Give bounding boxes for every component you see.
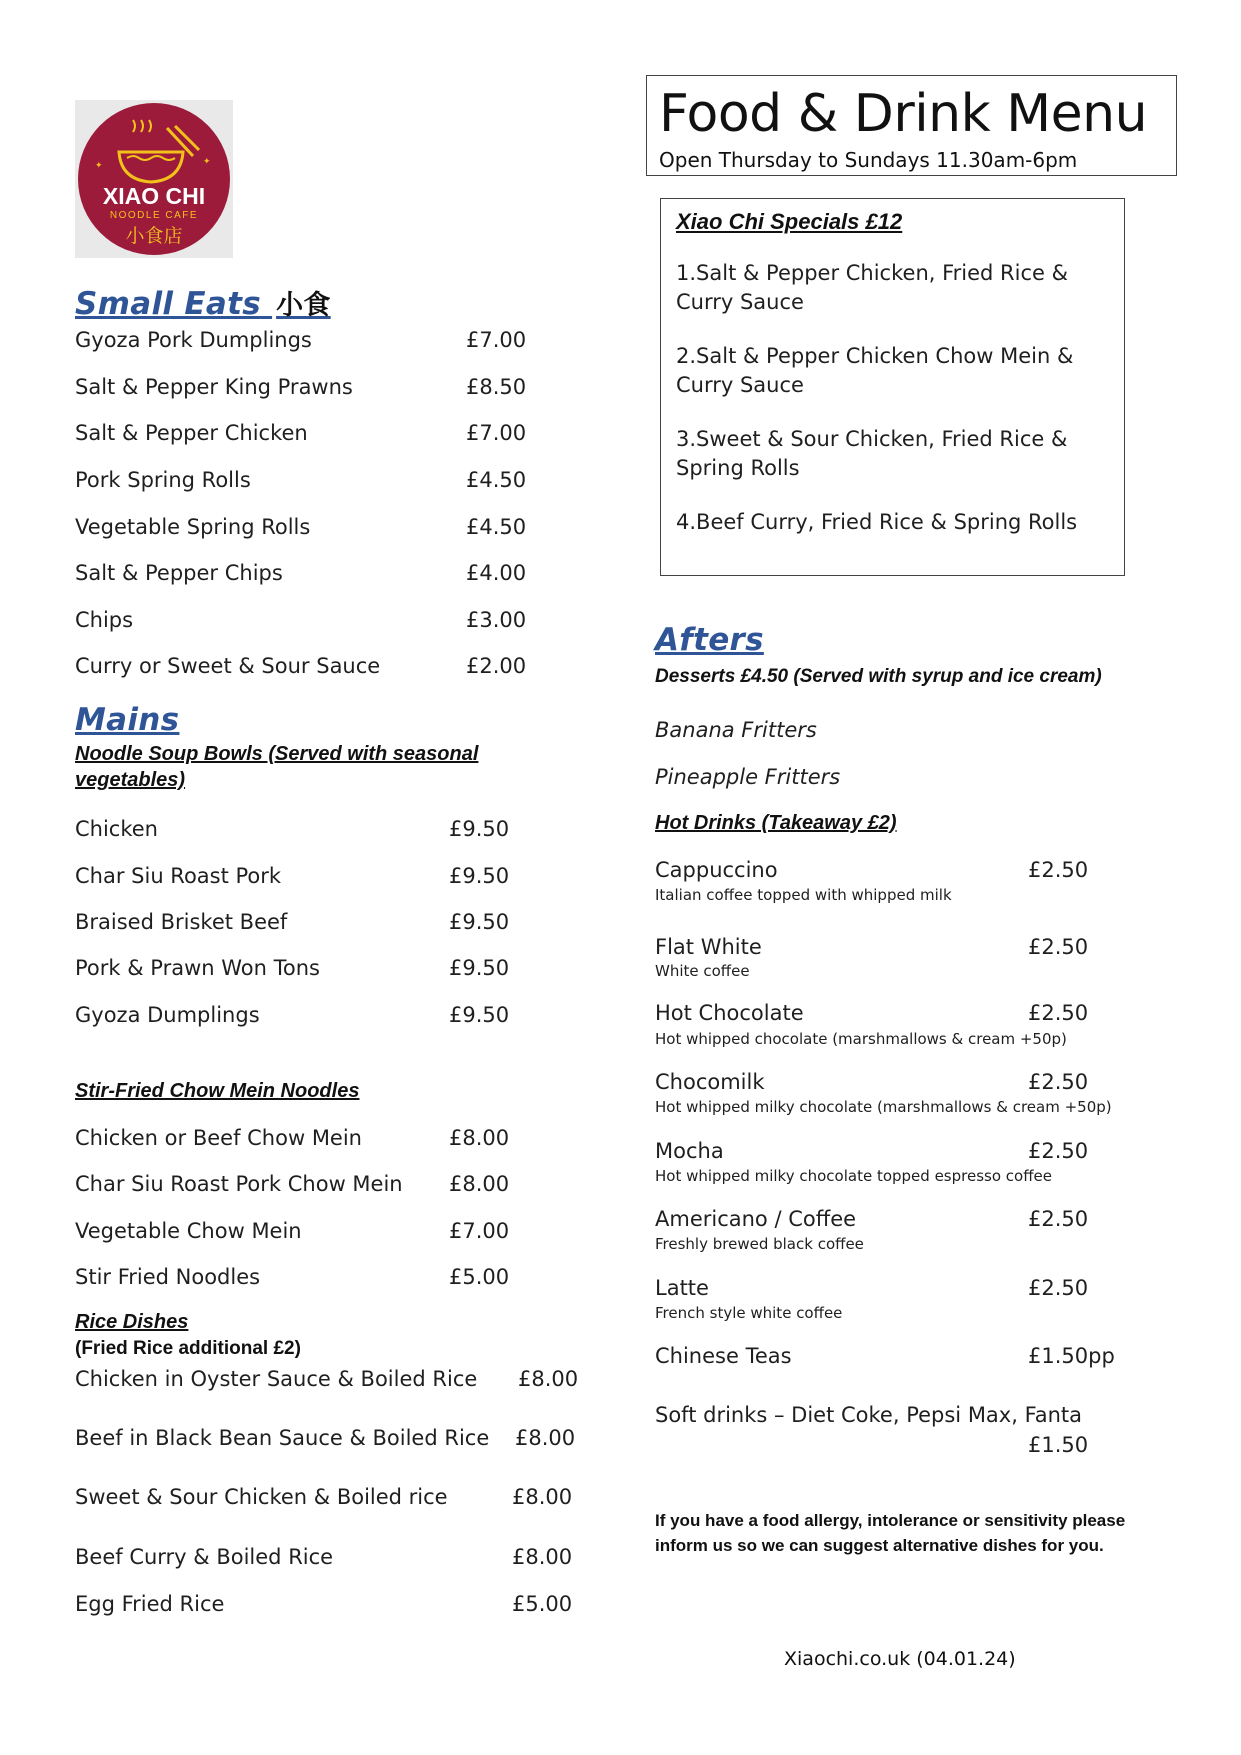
- menu-price: £9.50: [449, 817, 510, 841]
- chow-mein-heading: Stir-Fried Chow Mein Noodles: [75, 1080, 360, 1102]
- sparkle-icon: ✦: [95, 161, 103, 171]
- menu-price: £8.00: [512, 1485, 573, 1509]
- drink-name: Chinese Teas: [655, 1344, 792, 1368]
- menu-price: £3.00: [466, 608, 527, 632]
- logo-tagline: NOODLE CAFE: [109, 210, 199, 221]
- menu-price: £8.00: [512, 1545, 573, 1569]
- menu-item: Salt & Pepper Chicken: [75, 421, 308, 445]
- fried-rice-note: (Fried Rice additional £2): [75, 1338, 301, 1359]
- menu-item: Pork & Prawn Won Tons: [75, 956, 320, 980]
- logo: [75, 100, 233, 258]
- menu-price: £8.00: [449, 1126, 510, 1150]
- menu-item: Sweet & Sour Chicken & Boiled rice: [75, 1485, 448, 1509]
- menu-item: Beef Curry & Boiled Rice: [75, 1545, 334, 1569]
- soft-drinks-name: Soft drinks – Diet Coke, Pepsi Max, Fanta: [655, 1403, 1083, 1427]
- drink-desc: French style white coffee: [655, 1304, 843, 1322]
- menu-price: £9.50: [449, 1003, 510, 1027]
- drink-name: Cappuccino: [655, 858, 778, 882]
- drink-name: Chocomilk: [655, 1070, 765, 1094]
- footer-website: Xiaochi.co.uk (04.01.24): [784, 1648, 1016, 1670]
- small-eats-title-text: Small Eats: [75, 286, 261, 322]
- hot-drinks-heading: Hot Drinks (Takeaway £2): [655, 812, 897, 834]
- specials-box: [660, 198, 1125, 576]
- specials-title: Xiao Chi Specials £12: [676, 209, 903, 234]
- special-item: 3.Sweet & Sour Chicken, Fried Rice & Spring Rolls: [676, 427, 1068, 480]
- menu-item: Curry or Sweet & Sour Sauce: [75, 654, 381, 678]
- dessert-item: Banana Fritters: [655, 718, 817, 742]
- menu-item: Beef in Black Bean Sauce & Boiled Rice: [75, 1426, 490, 1450]
- menu-item: Chicken: [75, 817, 158, 841]
- menu-item: Braised Brisket Beef: [75, 910, 288, 934]
- menu-item: Egg Fried Rice: [75, 1592, 225, 1616]
- logo-chinese: 小食店: [125, 225, 183, 247]
- menu-item: Pork Spring Rolls: [75, 468, 251, 492]
- special-item: 1.Salt & Pepper Chicken, Fried Rice & Curry Sauce: [676, 261, 1068, 314]
- menu-price: £8.50: [466, 375, 527, 399]
- menu-item: Stir Fried Noodles: [75, 1265, 261, 1289]
- menu-price: £4.50: [466, 468, 527, 492]
- drink-price: £2.50: [1028, 1207, 1089, 1231]
- menu-price: £8.00: [449, 1172, 510, 1196]
- desserts-line: Desserts £4.50 (Served with syrup and ice cream): [655, 666, 1102, 687]
- menu-item: Vegetable Spring Rolls: [75, 515, 311, 539]
- menu-price: £9.50: [449, 864, 510, 888]
- drink-desc: Hot whipped chocolate (marshmallows & cream +50p): [655, 1030, 1067, 1048]
- menu-item: Salt & Pepper King Prawns: [75, 375, 353, 399]
- menu-item: Vegetable Chow Mein: [75, 1219, 302, 1243]
- drink-desc: Freshly brewed black coffee: [655, 1235, 864, 1253]
- drink-name: Mocha: [655, 1139, 724, 1163]
- menu-item: Gyoza Dumplings: [75, 1003, 260, 1027]
- menu-item: Chicken in Oyster Sauce & Boiled Rice: [75, 1367, 478, 1391]
- logo-name: XIAO CHI: [102, 183, 206, 209]
- logo-graphic: [75, 100, 233, 258]
- menu-price: £5.00: [512, 1592, 573, 1616]
- menu-price: £7.00: [466, 421, 527, 445]
- drink-price: £2.50: [1028, 1070, 1089, 1094]
- menu-price: £8.00: [518, 1367, 579, 1391]
- small-eats-title-cn: 小食: [276, 290, 331, 321]
- page-title: Food & Drink Menu: [659, 84, 1148, 144]
- menu-price: £4.50: [466, 515, 527, 539]
- small-eats-title: [75, 283, 331, 322]
- drink-price: £2.50: [1028, 1276, 1089, 1300]
- menu-item: Char Siu Roast Pork Chow Mein: [75, 1172, 403, 1196]
- drink-desc: Hot whipped milky chocolate (marshmallows & cream +50p): [655, 1098, 1112, 1116]
- drink-name: Flat White: [655, 935, 762, 959]
- sparkle-icon: ✦: [203, 157, 211, 167]
- drink-price: £2.50: [1028, 858, 1089, 882]
- menu-item: Char Siu Roast Pork: [75, 864, 282, 888]
- menu-price: £9.50: [449, 956, 510, 980]
- afters-title: Afters: [655, 622, 764, 658]
- allergy-note: If you have a food allergy, intolerance or sensitivity please inform us so we can suggest alternative dishes for you.: [655, 1511, 1126, 1555]
- drink-desc: White coffee: [655, 962, 750, 980]
- drink-name: Hot Chocolate: [655, 1001, 804, 1025]
- soft-drinks-price: £1.50: [1028, 1433, 1089, 1457]
- drink-price: £2.50: [1028, 1139, 1089, 1163]
- title-box: [646, 75, 1177, 176]
- drink-desc: Italian coffee topped with whipped milk: [655, 886, 952, 904]
- drink-name: Latte: [655, 1276, 709, 1300]
- opening-hours: Open Thursday to Sundays 11.30am-6pm: [659, 148, 1078, 172]
- menu-price: £8.00: [515, 1426, 576, 1450]
- special-item: 4.Beef Curry, Fried Rice & Spring Rolls: [676, 510, 1078, 534]
- noodle-soup-heading: Noodle Soup Bowls (Served with seasonal: [75, 743, 479, 765]
- rice-heading: Rice Dishes: [75, 1311, 189, 1333]
- menu-price: £2.00: [466, 654, 527, 678]
- menu-item: Chicken or Beef Chow Mein: [75, 1126, 362, 1150]
- drink-desc: Hot whipped milky chocolate topped espresso coffee: [655, 1167, 1052, 1185]
- drink-price: £2.50: [1028, 935, 1089, 959]
- menu-price: £7.00: [466, 328, 527, 352]
- menu-price: £9.50: [449, 910, 510, 934]
- special-item: 2.Salt & Pepper Chicken Chow Mein & Curry Sauce: [676, 344, 1074, 397]
- menu-item: Salt & Pepper Chips: [75, 561, 283, 585]
- menu-price: £4.00: [466, 561, 527, 585]
- dessert-item: Pineapple Fritters: [655, 765, 841, 789]
- menu-item: Chips: [75, 608, 134, 632]
- drink-price: £1.50pp: [1028, 1344, 1115, 1368]
- mains-title: Mains: [75, 702, 180, 738]
- menu-price: £5.00: [449, 1265, 510, 1289]
- noodle-soup-heading-2: vegetables): [75, 769, 186, 791]
- menu-item: Gyoza Pork Dumplings: [75, 328, 312, 352]
- menu-price: £7.00: [449, 1219, 510, 1243]
- drink-price: £2.50: [1028, 1001, 1089, 1025]
- drink-name: Americano / Coffee: [655, 1207, 857, 1231]
